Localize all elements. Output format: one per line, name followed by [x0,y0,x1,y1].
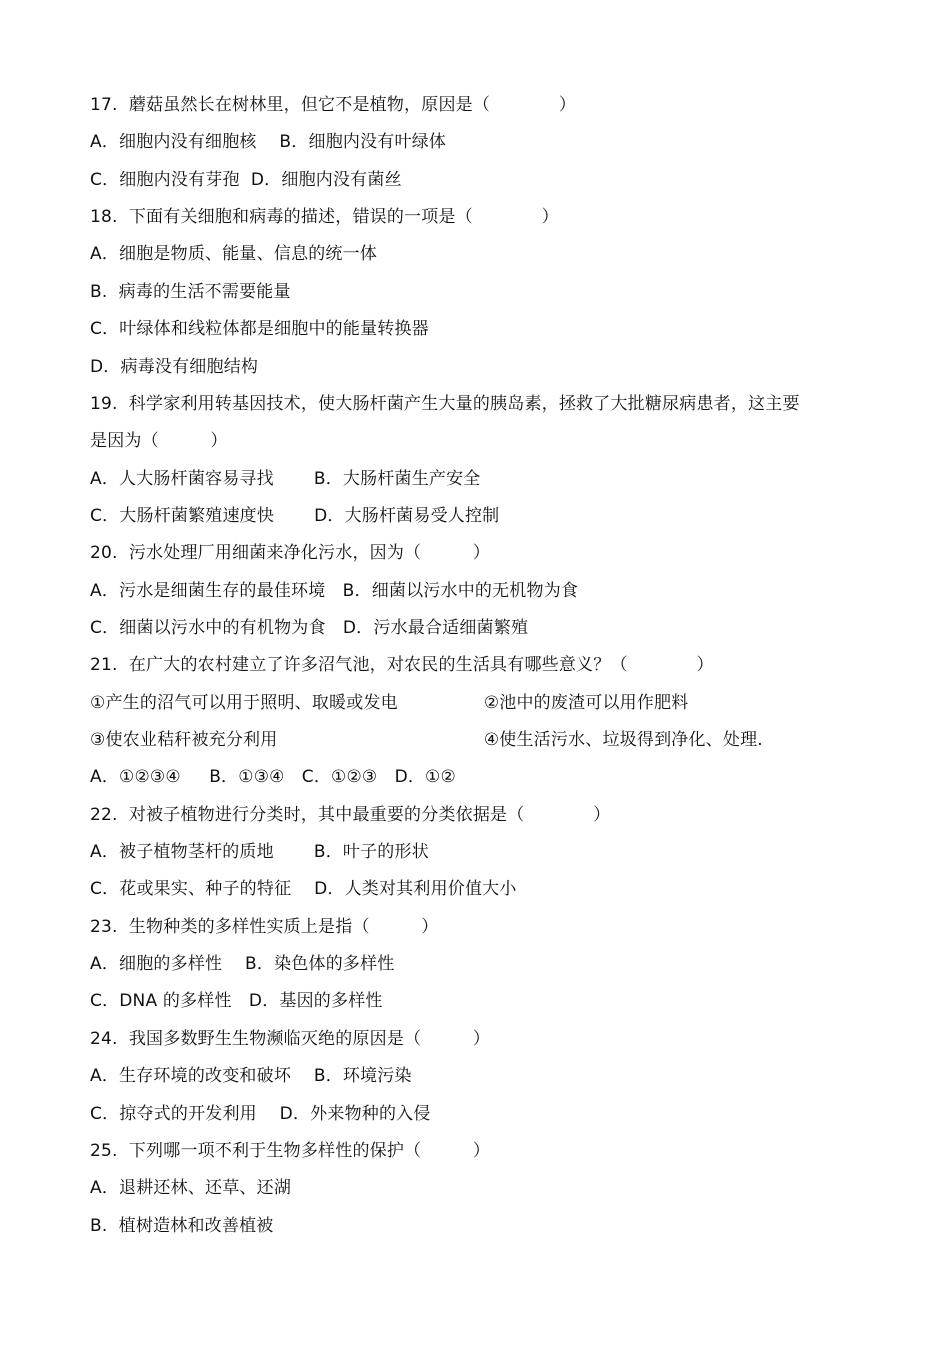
question-18-stem: 18. 下面有关细胞和病毒的描述，错误的一项是（ ） [90,207,559,227]
question-22-options-ab: A．被子植物茎杆的质地 B．叶子的形状 [90,842,429,862]
question-17-options-cd: C．细胞内没有芽孢 D．细胞内没有菌丝 [90,170,402,190]
question-20-options-cd: C．细菌以污水中的有机物为食 D．污水最合适细菌繁殖 [90,618,529,638]
question-24-options-ab: A．生存环境的改变和破坏 B．环境污染 [90,1066,412,1086]
question-18-option-a: A．细胞是物质、能量、信息的统一体 [90,244,378,264]
question-21-items-34: ③使农业秸秆被充分利用 ④使生活污水、垃圾得到净化、处理. [90,730,763,750]
question-20-options-ab: A．污水是细菌生存的最佳环境 B．细菌以污水中的无机物为食 [90,581,579,601]
question-19-stem: 19. 科学家利用转基因技术，使大肠杆菌产生大量的胰岛素，拯救了大批糖尿病患者，这主要 [90,394,800,414]
question-21-options: A．①②③④ B．①③④ C．①②③ D．①② [90,767,456,787]
question-24-stem: 24. 我国多数野生生物濒临灭绝的原因是（ ） [90,1029,491,1049]
question-23-stem: 23. 生物种类的多样性实质上是指（ ） [90,917,439,937]
question-17-stem: 17. 蘑菇虽然长在树林里，但它不是植物，原因是（ ） [90,95,577,115]
question-17-options-ab: A．细胞内没有细胞核 B．细胞内没有叶绿体 [90,132,447,152]
question-18-option-b: B. 病毒的生活不需要能量 [90,282,291,302]
question-19-options-ab: A．人大肠杆菌容易寻找 B．大肠杆菌生产安全 [90,469,481,489]
question-19-stem-cont: 是因为（ ） [90,431,228,451]
question-19-options-cd: C．大肠杆菌繁殖速度快 D．大肠杆菌易受人控制 [90,506,500,526]
question-23-options-cd: C．DNA 的多样性 D．基因的多样性 [90,991,383,1011]
question-25-stem: 25. 下列哪一项不利于生物多样性的保护（ ） [90,1141,491,1161]
question-25-option-b: B. 植树造林和改善植被 [90,1216,274,1236]
question-22-stem: 22. 对被子植物进行分类时，其中最重要的分类依据是（ ） [90,805,611,825]
question-22-options-cd: C．花或果实、种子的特征 D．人类对其利用价值大小 [90,879,517,899]
question-24-options-cd: C．掠夺式的开发利用 D．外来物种的入侵 [90,1104,431,1124]
question-23-options-ab: A．细胞的多样性 B．染色体的多样性 [90,954,395,974]
question-20-stem: 20. 污水处理厂用细菌来净化污水，因为（ ） [90,543,491,563]
question-25-option-a: A．退耕还林、还草、还湖 [90,1178,292,1198]
question-21-stem: 21. 在广大的农村建立了许多沼气池，对农民的生活具有哪些意义？（ ） [90,655,714,675]
question-18-option-d: D．病毒没有细胞结构 [90,357,259,377]
question-18-option-c: C．叶绿体和线粒体都是细胞中的能量转换器 [90,319,429,339]
question-21-items-12: ①产生的沼气可以用于照明、取暖或发电 ②池中的废渣可以用作肥料 [90,693,689,713]
